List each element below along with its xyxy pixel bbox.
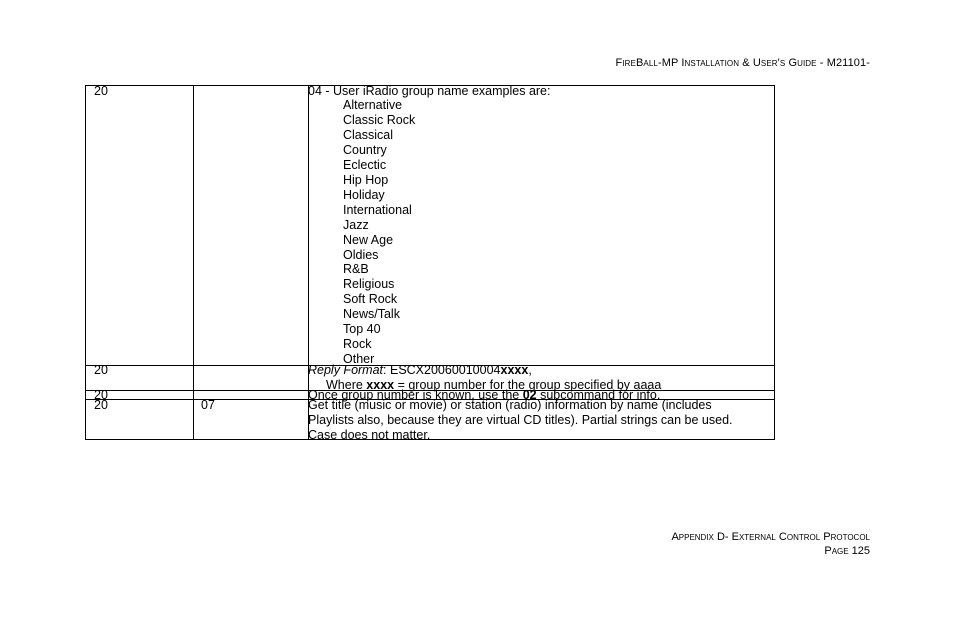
subcommand-ref: 02: [522, 388, 537, 402]
genre-item: Holiday: [343, 187, 385, 202]
command-table: [85, 85, 775, 440]
genre-item: Other: [343, 352, 375, 367]
genre-item: Religious: [343, 277, 395, 292]
footer-appendix: Appendix D- External Control Protocol: [671, 531, 870, 543]
genre-item: Top 40: [343, 322, 381, 337]
where-text: = group number for the group specified by aaaa: [394, 378, 662, 392]
reply-format-code: : ESCX20060010004: [383, 363, 501, 377]
genre-item: Oldies: [343, 247, 379, 262]
where-var: xxxx: [366, 378, 395, 392]
genre-item: R&B: [343, 262, 369, 277]
row4-description: Get title (music or movie) or station (radio) information by name (includes Playlists also, because they are virtual CD titles). Partial strings can be used. Case does not matter.: [308, 398, 733, 442]
genre-item: News/Talk: [343, 307, 400, 322]
column-divider-2: [308, 86, 309, 439]
genre-item: New Age: [343, 232, 394, 247]
where-prefix: Where: [326, 378, 367, 392]
row4-subcommand: 07: [201, 398, 215, 412]
genre-item: Classical: [343, 127, 394, 142]
running-header: FireBall-MP Installation & User's Guide - M21101-: [615, 57, 870, 69]
reply-format-end: ,: [528, 363, 532, 377]
column-divider-1: [193, 86, 194, 439]
row2-command: 20: [94, 363, 108, 377]
row4-command: 20: [94, 398, 108, 412]
genre-item: Country: [343, 142, 387, 157]
row1-command: 20: [94, 84, 108, 98]
reply-format-label: Reply Format: [308, 363, 384, 377]
genre-item: Alternative: [343, 98, 403, 112]
reply-format-var: xxxx: [500, 363, 529, 377]
footer-page: Page 125: [824, 545, 870, 557]
genre-item: International: [343, 202, 412, 217]
row3-text: Once group number is known, use the 02 subcommand for info.: [308, 388, 661, 402]
genre-item: Eclectic: [343, 157, 387, 172]
genre-item: Soft Rock: [343, 292, 398, 307]
genre-item: Hip Hop: [343, 172, 389, 187]
reply-format-line: [308, 363, 532, 378]
row3-command: 20: [94, 388, 108, 402]
genre-item: Rock: [343, 337, 372, 352]
genre-item: Jazz: [343, 217, 369, 232]
genre-item: Classic Rock: [343, 112, 416, 127]
row1-intro: 04 - User iRadio group name examples are:: [308, 84, 551, 98]
